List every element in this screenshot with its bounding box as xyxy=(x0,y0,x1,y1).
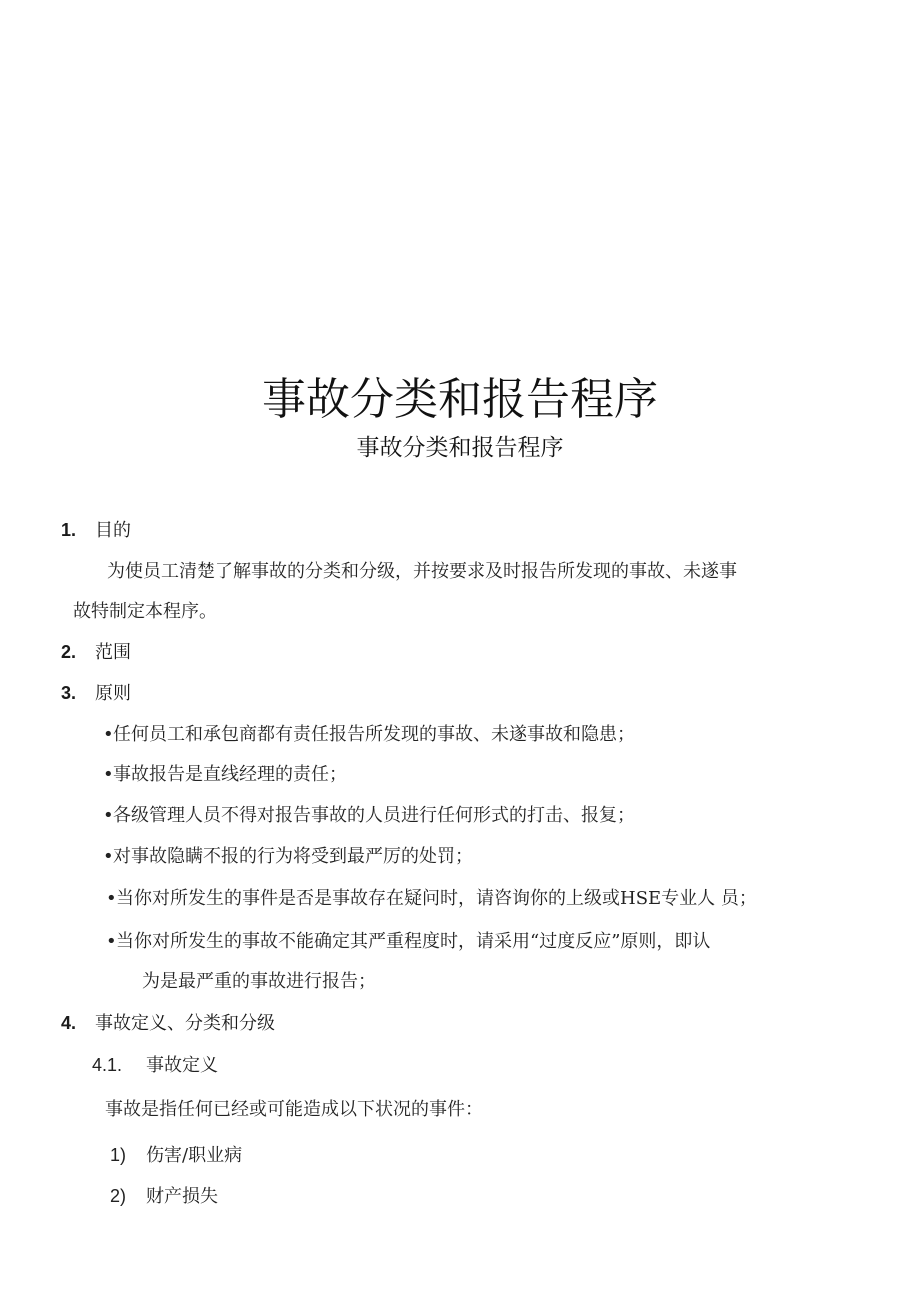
bullet-icon: • xyxy=(106,888,117,909)
bullet-icon: • xyxy=(103,764,114,785)
list-text: 伤害/职业病 xyxy=(146,1145,243,1166)
principle-bullet-3 xyxy=(103,803,635,829)
subsection-heading-4-1 xyxy=(92,1052,218,1079)
principle-bullet-5 xyxy=(106,886,757,912)
principle-bullet-2 xyxy=(103,762,347,788)
subsection-label: 事故定义 xyxy=(146,1055,218,1076)
section-label: 原则 xyxy=(95,683,131,704)
bullet-text: 对事故隐瞒不报的行为将受到最严厉的处罚； xyxy=(113,846,473,867)
section-heading-principles xyxy=(61,680,131,707)
bullet-icon: • xyxy=(103,724,114,745)
purpose-paragraph-line-2: 故特制定本程序。 xyxy=(73,601,217,622)
bullet-text: 事故报告是直线经理的责任； xyxy=(113,764,347,785)
principle-bullet-6 xyxy=(106,929,710,955)
principle-bullet-6-continuation: 为是最严重的事故进行报告； xyxy=(142,971,376,992)
section-heading-scope xyxy=(61,639,131,666)
section-label: 事故定义、分类和分级 xyxy=(95,1013,275,1034)
section-number: 3. xyxy=(61,683,77,703)
list-number: 1) xyxy=(110,1145,127,1165)
subsection-number: 4.1. xyxy=(92,1055,123,1075)
list-item-1 xyxy=(110,1142,242,1169)
bullet-icon: • xyxy=(106,931,117,952)
document-subtitle: 事故分类和报告程序 xyxy=(356,435,564,461)
section-heading-purpose xyxy=(61,517,131,544)
bullet-text: 各级管理人员不得对报告事故的人员进行任何形式的打击、报复； xyxy=(113,805,635,826)
section-number: 1. xyxy=(61,520,77,540)
principle-bullet-4 xyxy=(103,844,473,870)
section-label: 目的 xyxy=(95,520,131,541)
bullet-text: 任何员工和承包商都有责任报告所发现的事故、未遂事故和隐患； xyxy=(113,724,635,745)
list-number: 2) xyxy=(110,1186,127,1206)
section-number: 2. xyxy=(61,642,77,662)
purpose-paragraph-line-1: 为使员工清楚了解事故的分类和分级，并按要求及时报告所发现的事故、未遂事 xyxy=(107,561,737,582)
section-heading-definitions xyxy=(61,1010,275,1037)
bullet-text: 当你对所发生的事故不能确定其严重程度时，请采用“过度反应”原则，即认 xyxy=(116,931,711,952)
section-label: 范围 xyxy=(95,642,131,663)
document-title: 事故分类和报告程序 xyxy=(262,374,658,425)
bullet-text: 当你对所发生的事件是否是事故存在疑问时，请咨询你的上级或HSE专业人 员； xyxy=(116,888,757,909)
principle-bullet-1 xyxy=(103,722,635,748)
definition-paragraph: 事故是指任何已经或可能造成以下状况的事件： xyxy=(105,1099,483,1120)
bullet-icon: • xyxy=(103,846,114,867)
bullet-icon: • xyxy=(103,805,114,826)
section-number: 4. xyxy=(61,1013,77,1033)
list-text: 财产损失 xyxy=(146,1186,218,1207)
list-item-2 xyxy=(110,1183,218,1210)
